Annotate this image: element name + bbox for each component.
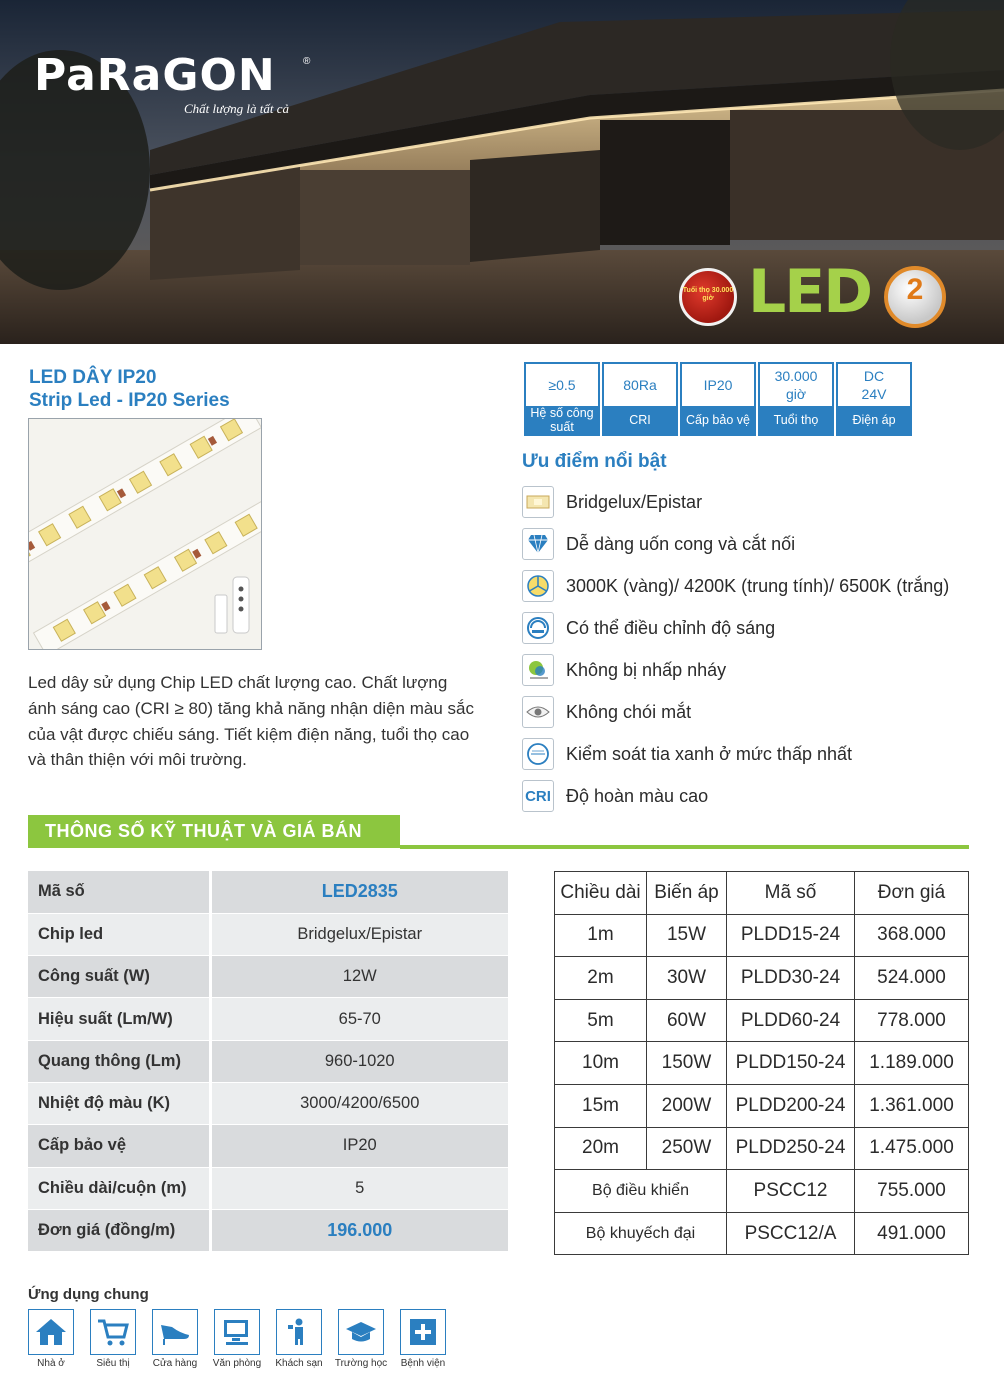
- transformer-cell: 200W: [647, 1084, 727, 1127]
- product-title: LED DÂY IP20: [29, 367, 157, 388]
- spec-table: [28, 871, 508, 1252]
- table-row: [555, 999, 969, 1042]
- advantage-label: Bridgelux/Epistar: [566, 491, 703, 512]
- spec-key: Mã số: [28, 871, 210, 913]
- price-cell: 524.000: [855, 957, 969, 1000]
- table-row: [555, 1212, 969, 1255]
- applications-title: Ứng dụng chung: [28, 1286, 149, 1303]
- table-row: [28, 1209, 508, 1251]
- spec-key: Công suất (W): [28, 956, 210, 998]
- table-row: [555, 1127, 969, 1170]
- led-strip-illustration: [29, 419, 261, 649]
- column-header: Biến áp: [647, 872, 727, 915]
- column-header: Đơn giá: [855, 872, 969, 915]
- advantage-item: [522, 738, 852, 770]
- code-cell: PLDD250-24: [727, 1127, 855, 1170]
- spec-key: Chiều dài/cuộn (m): [28, 1167, 210, 1209]
- table-row: [28, 1082, 508, 1124]
- code-cell: PLDD60-24: [727, 999, 855, 1042]
- application-label: Khách sạn: [275, 1358, 323, 1369]
- spec-value: IP20: [210, 1125, 508, 1167]
- application-item: [332, 1309, 390, 1369]
- accessory-name: Bộ điều khiển: [555, 1170, 727, 1213]
- length-cell: 5m: [555, 999, 647, 1042]
- table-row: [555, 914, 969, 957]
- flicker-free-icon: [522, 654, 554, 686]
- product-image: [28, 418, 262, 650]
- advantage-item: [522, 528, 795, 560]
- hospital-cross-icon: [400, 1309, 446, 1355]
- table-row: [555, 1084, 969, 1127]
- brand-logo: PaRaGON: [34, 50, 276, 101]
- code-cell: PSCC12: [727, 1170, 855, 1213]
- eye-icon: [522, 696, 554, 728]
- product-subtitle: Strip Led - IP20 Series: [29, 390, 230, 411]
- hero-banner: [0, 0, 1004, 344]
- advantage-label: Không chói mắt: [566, 701, 692, 722]
- application-item: [394, 1309, 452, 1369]
- price-table: [554, 871, 969, 1255]
- home-icon: [28, 1309, 74, 1355]
- spec-key: Cấp bảo vệ: [28, 1125, 210, 1167]
- code-cell: PLDD200-24: [727, 1084, 855, 1127]
- table-row: [28, 956, 508, 998]
- price-cell: 778.000: [855, 999, 969, 1042]
- price-cell: 491.000: [855, 1212, 969, 1255]
- advantage-item: [522, 570, 949, 602]
- table-row: [555, 1042, 969, 1085]
- application-label: Nhà ở: [37, 1358, 65, 1369]
- advantage-label: Không bị nhấp nháy: [566, 659, 727, 680]
- graduation-cap-icon: [338, 1309, 384, 1355]
- length-cell: 15m: [555, 1084, 647, 1127]
- advantage-label: Kiểm soát tia xanh ở mức thấp nhất: [566, 743, 852, 764]
- warranty-years: 2: [906, 273, 924, 306]
- application-label: Văn phòng: [212, 1358, 262, 1369]
- application-item: [208, 1309, 266, 1369]
- shopping-cart-icon: [90, 1309, 136, 1355]
- table-row: [28, 998, 508, 1040]
- spec-key: Nhiệt độ màu (K): [28, 1082, 210, 1124]
- advantage-item: [522, 696, 691, 728]
- application-label: Bệnh viện: [400, 1358, 446, 1369]
- spec-box-value: ≥0.5: [548, 376, 576, 393]
- smd-chip-icon: [522, 486, 554, 518]
- spec-key: Chip led: [28, 913, 210, 955]
- diamond-icon: [522, 528, 554, 560]
- brand-tagline: Chất lượng là tất cả: [184, 101, 290, 116]
- advantages-title: Ưu điểm nổi bật: [522, 451, 667, 472]
- spec-value: 196.000: [210, 1209, 508, 1251]
- application-item: [270, 1309, 328, 1369]
- advantage-item: [522, 486, 702, 518]
- price-cell: 755.000: [855, 1170, 969, 1213]
- spec-value: 65-70: [210, 998, 508, 1040]
- section-title: THÔNG SỐ KỸ THUẬT VÀ GIÁ BÁN: [28, 815, 400, 848]
- price-cell: 368.000: [855, 914, 969, 957]
- spec-value: 12W: [210, 956, 508, 998]
- transformer-cell: 60W: [647, 999, 727, 1042]
- table-row: [555, 957, 969, 1000]
- length-cell: 20m: [555, 1127, 647, 1170]
- price-cell: 1.475.000: [855, 1127, 969, 1170]
- spec-box-label: Hệ số công suất: [526, 406, 598, 436]
- spec-box-label: CRI: [604, 406, 676, 436]
- spec-box-lifetime: [758, 362, 834, 436]
- accessory-name: Bộ khuyếch đại: [555, 1212, 727, 1255]
- table-row: [28, 1040, 508, 1082]
- application-item: [22, 1309, 80, 1369]
- transformer-cell: 15W: [647, 914, 727, 957]
- warranty-badge: [884, 266, 946, 328]
- led-logo: LED: [748, 257, 872, 327]
- spec-key: Hiệu suất (Lm/W): [28, 998, 210, 1040]
- color-temperature-icon: [522, 570, 554, 602]
- spec-value: 5: [210, 1167, 508, 1209]
- spec-box-value: 80Ra: [623, 376, 657, 393]
- registered-mark: ®: [303, 56, 311, 67]
- column-header: Chiều dài: [555, 872, 647, 915]
- length-cell: 1m: [555, 914, 647, 957]
- cri-icon: CRI: [522, 780, 554, 812]
- application-label: Trường học: [334, 1358, 388, 1369]
- application-item: [146, 1309, 204, 1369]
- spec-value: 960-1020: [210, 1040, 508, 1082]
- length-cell: 10m: [555, 1042, 647, 1085]
- product-description: Led dây sử dụng Chip LED chất lượng cao. Chất lượng ánh sáng cao (CRI ≥ 80) tăng khả năng nhận diện màu sắc của vật được chiếu sáng. Tiết kiệm điện năng, tuổi thọ cao và thân thiện với môi trường.: [28, 673, 474, 770]
- column-header: Mã số: [727, 872, 855, 915]
- spec-key: Quang thông (Lm): [28, 1040, 210, 1082]
- application-label: Siêu thị: [96, 1358, 130, 1369]
- advantage-label: Dễ dàng uốn cong và cắt nối: [566, 533, 796, 554]
- spec-box-voltage: [836, 362, 912, 436]
- code-cell: PLDD15-24: [727, 914, 855, 957]
- application-item: [84, 1309, 142, 1369]
- spec-key: Đơn giá (đồng/m): [28, 1209, 210, 1251]
- spec-value: LED2835: [210, 871, 508, 913]
- advantage-item: [522, 654, 726, 686]
- advantage-label: 3000K (vàng)/ 4200K (trung tính)/ 6500K (trắng): [566, 575, 950, 596]
- section-divider: [400, 845, 969, 849]
- code-cell: PLDD150-24: [727, 1042, 855, 1085]
- spec-value: Bridgelux/Epistar: [210, 913, 508, 955]
- spec-box-value: IP20: [703, 376, 733, 393]
- table-row: [555, 1170, 969, 1213]
- table-row: [28, 913, 508, 955]
- spec-box-power-factor: [524, 362, 600, 436]
- price-cell: 1.361.000: [855, 1084, 969, 1127]
- lifetime-badge: Tuổi thọ 30.000 giờ: [679, 268, 737, 326]
- price-cell: 1.189.000: [855, 1042, 969, 1085]
- spec-box-value: DC 24V: [861, 367, 887, 402]
- advantage-label: Độ hoàn màu cao: [566, 785, 709, 806]
- dimmable-icon: [522, 612, 554, 644]
- spec-box-protection: [680, 362, 756, 436]
- transformer-cell: 30W: [647, 957, 727, 1000]
- transformer-cell: 150W: [647, 1042, 727, 1085]
- spec-box-value: 30.000 giờ: [774, 367, 818, 402]
- high-heel-icon: [152, 1309, 198, 1355]
- spec-box-cri: [602, 362, 678, 436]
- table-row: [28, 1125, 508, 1167]
- transformer-cell: 250W: [647, 1127, 727, 1170]
- bellhop-icon: [276, 1309, 322, 1355]
- table-row: [28, 1167, 508, 1209]
- length-cell: 2m: [555, 957, 647, 1000]
- spec-box-label: Tuổi thọ: [760, 406, 832, 436]
- table-header-row: [555, 872, 969, 915]
- application-label: Cửa hàng: [152, 1358, 198, 1369]
- computer-icon: [214, 1309, 260, 1355]
- table-row: [28, 871, 508, 913]
- advantage-item: [522, 612, 775, 644]
- spec-value: 3000/4200/6500: [210, 1082, 508, 1124]
- spec-box-label: Điện áp: [838, 406, 910, 436]
- blue-light-icon: [522, 738, 554, 770]
- code-cell: PLDD30-24: [727, 957, 855, 1000]
- advantage-label: Có thể điều chỉnh độ sáng: [566, 617, 776, 638]
- code-cell: PSCC12/A: [727, 1212, 855, 1255]
- spec-box-label: Cấp bảo vệ: [682, 406, 754, 436]
- advantage-item: [522, 780, 708, 812]
